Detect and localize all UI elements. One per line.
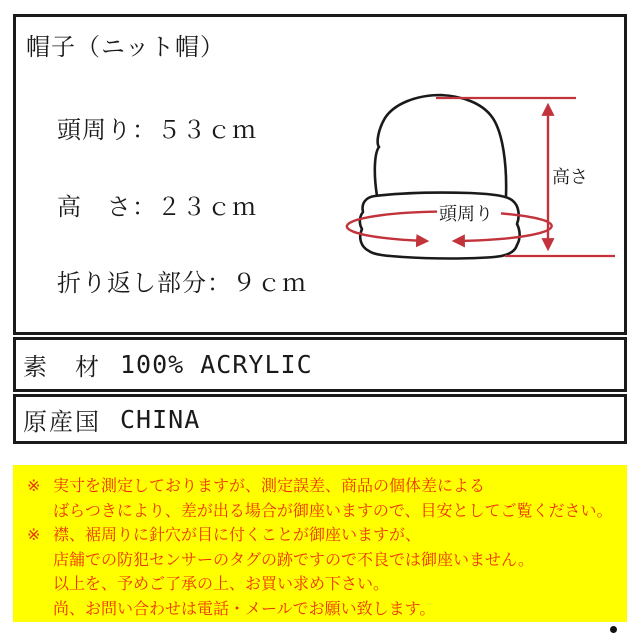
notice-text: 店舗での防犯センサーのタグの跡ですので不良では御座いません。 (53, 551, 534, 569)
material-label: 素 材 (23, 354, 101, 381)
origin-label: 原産国 (23, 408, 101, 436)
material-value: 100% ACRYLIC (120, 350, 313, 379)
corner-dot (610, 626, 617, 633)
notice-marker (27, 500, 53, 525)
notice-line (27, 573, 627, 598)
circumference-label: 頭周り (439, 204, 493, 224)
origin-value: CHINA (120, 404, 201, 434)
measurement-head-circumference: 頭周り：５３ｃｍ (57, 117, 257, 144)
origin-row (13, 394, 627, 444)
notice-line (27, 500, 627, 525)
hat-cuff-outline (360, 193, 520, 259)
notice-line (27, 524, 627, 549)
notice-line (27, 475, 627, 500)
material-row (13, 337, 627, 392)
notice-line (27, 598, 627, 623)
notice-marker (27, 573, 53, 598)
notice-text: ばらつきにより、差が出る場合が御座いますので、目安としてご覧ください。 (53, 502, 613, 520)
notice-marker: ※ (27, 478, 41, 495)
product-title: 帽子（ニット帽） (26, 34, 226, 61)
notice-marker: ※ (27, 527, 41, 544)
measurement-height: 高 さ：２３ｃｍ (57, 194, 257, 221)
notice-marker (27, 598, 53, 623)
height-label: 高さ (552, 167, 588, 187)
notice-line (27, 549, 627, 574)
hat-diagram (340, 85, 620, 265)
notice-text: 尚、お問い合わせは電話・メールでお願い致します。 (53, 600, 436, 618)
notice-text: 襟、裾周りに針穴が目に付くことが御座いますが、 (53, 527, 422, 544)
hat-dome-outline (375, 95, 506, 196)
notice-marker (27, 549, 53, 574)
notice-text: 実寸を測定しておりますが、測定誤差、商品の個体差による (53, 478, 486, 495)
measurement-cuff: 折り返し部分：９ｃｍ (57, 270, 307, 297)
notice-text: 以上を、予めご了承の上、お買い求め下さい。 (53, 576, 390, 593)
notice-box (13, 465, 627, 622)
